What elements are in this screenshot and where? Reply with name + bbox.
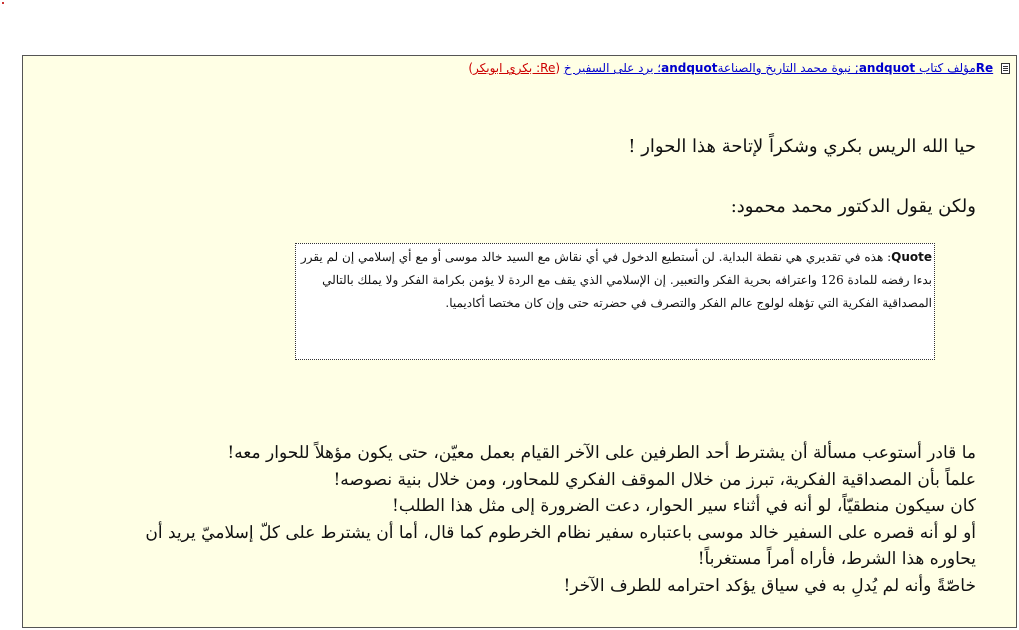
paragraph-line: كان سيكون منطقيّاً، لو أنه في أثناء سير الحوار، دعت الضرورة إلى مثل هذا الطلب! <box>392 496 976 516</box>
title-part: andquot <box>661 61 718 75</box>
paragraph-line: ما قادر أستوعب مسألة أن يشترط أحد الطرفين على الآخر القيام بعمل معيّن، حتى يكون مؤهلاً للحوار معه! <box>227 443 976 463</box>
reply-close: ) <box>468 61 474 75</box>
reply-open: ( <box>555 61 564 75</box>
quote-text: : هذه في تقديري هي نقطة البداية. لن أستطيع الدخول في أي نقاش مع السيد خالد موسى أو مع أي إسلامي إن لم يقرر بدءا رفضه للمادة 126 واعترافه بحرية الفكر والتعبير. إن الإسلامي الذي يقف مع الردة لا يؤمن بكرامة الفكر ولا يملك بالتالي المصداقية الفكرية التي تؤهله لولوج عالم الفكر والتصرف في حضرته حتى وإن كان مختصا أكاديميا. <box>300 250 932 310</box>
paragraph-line: خاصّةً وأنه لم يُدلِ به في سياق يؤكد احترامه للطرف الآخر! <box>563 575 976 596</box>
title-part: مؤلف كتاب <box>915 61 976 75</box>
thread-title-link[interactable] <box>564 61 976 75</box>
re-link[interactable]: Re <box>975 61 994 75</box>
corner-marker <box>2 2 4 4</box>
reply-re-link[interactable]: Re <box>540 61 556 75</box>
reply-author-link[interactable]: : بكري ابوبكر <box>473 61 541 75</box>
reply-note <box>468 61 564 75</box>
quote-box <box>295 243 935 360</box>
post-paragraph <box>101 440 976 599</box>
post-icon <box>1001 63 1010 74</box>
post-header <box>468 60 1010 76</box>
title-part: ؛ يرد على السفير خ <box>563 61 662 75</box>
paragraph-line: يحاوره هذا الشرط، فأراه أمراً مستغرباً! <box>697 549 976 569</box>
greeting-text: حيا الله الريس بكري وشكراً لإتاحة هذا الحوار ! <box>628 136 976 157</box>
title-part: andquot <box>858 61 916 75</box>
quote-label: Quote <box>891 250 932 264</box>
title-part: ; نبوة محمد التاريخ والصناعة <box>717 61 859 75</box>
intro-text: ولكن يقول الدكتور محمد محمود: <box>730 196 976 217</box>
paragraph-line: أو لو أنه قصره على السفير خالد موسى باعتباره سفير نظام الخرطوم كما قال، أما أن يشترط على كلّ إسلاميّ يريد أن <box>145 522 976 543</box>
paragraph-line: علماً بأن المصداقية الفكرية، تبرز من خلال الموقف الفكري للمحاور، ومن خلال بنية نصوصه! <box>333 469 976 490</box>
forum-post <box>22 55 1017 628</box>
